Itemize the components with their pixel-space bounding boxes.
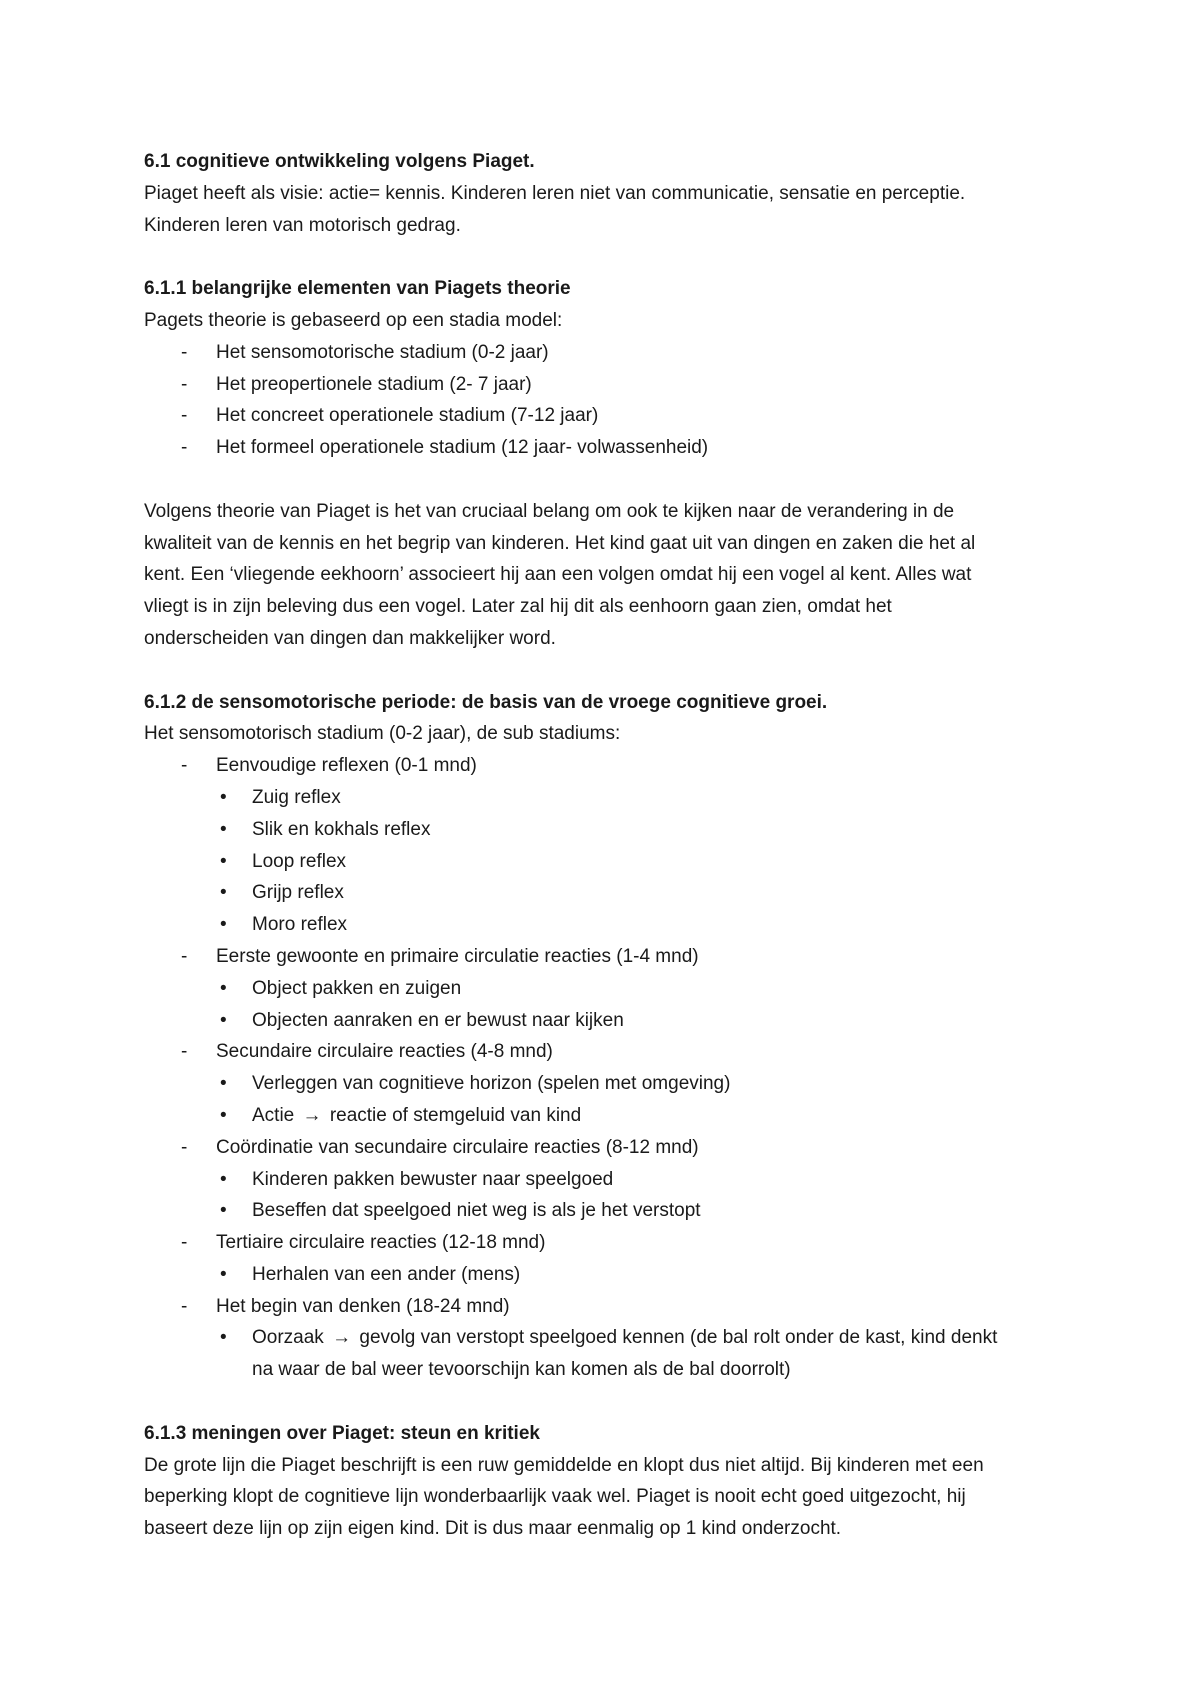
dash-marker: -	[181, 1041, 188, 1063]
bullet-marker: •	[220, 882, 227, 904]
substage-item	[144, 1036, 1064, 1068]
section-heading-6-1: 6.1 cognitieve ontwikkeling volgens Piaget.	[144, 151, 535, 172]
paragraph-line: beperking klopt de cognitieve lijn wonderbaarlijk vaak wel. Piaget is nooit echt goed uitgezocht, hij	[144, 1486, 966, 1508]
substage-item	[144, 1227, 1064, 1259]
substage-label: Tertiaire circulaire reacties (12-18 mnd)	[216, 1232, 546, 1254]
dash-marker: -	[181, 341, 188, 363]
bullet-marker: •	[220, 1263, 227, 1285]
dash-marker: -	[181, 945, 188, 967]
bullet-text: Herhalen van een ander (mens)	[252, 1263, 521, 1285]
bullet-text: gevolg van verstopt speelgoed kennen (de bal rolt onder de kast, kind denkt	[359, 1327, 998, 1349]
dash-marker: -	[181, 1136, 188, 1158]
dash-marker: -	[181, 405, 188, 427]
bullet-marker: •	[220, 914, 227, 936]
bullet-item	[144, 1195, 1064, 1227]
section-heading-6-1-2: 6.1.2 de sensomotorische periode: de basis van de vroege cognitieve groei.	[144, 691, 828, 713]
substage-label: Eenvoudige reflexen (0-1 mnd)	[216, 755, 477, 777]
section-heading-6-1-3: 6.1.3 meningen over Piaget: steun en kritiek	[144, 1422, 540, 1444]
bullet-continuation: na waar de bal weer tevoorschijn kan komen als de bal doorrolt)	[252, 1359, 791, 1381]
stage-list-item	[144, 369, 1064, 401]
substage-item	[144, 1132, 1064, 1164]
paragraph-line: onderscheiden van dingen dan makkelijker word.	[144, 627, 556, 649]
bullet-marker: •	[220, 1073, 227, 1095]
substage-item	[144, 941, 1064, 973]
arrow-right-icon: →	[332, 1327, 352, 1349]
paragraph-line: Het sensomotorisch stadium (0-2 jaar), de sub stadiums:	[144, 723, 621, 745]
bullet-text: Objecten aanraken en er bewust naar kijken	[252, 1009, 624, 1031]
paragraph-line: Pagets theorie is gebaseerd op een stadia model:	[144, 309, 563, 331]
bullet-marker: •	[220, 1009, 227, 1031]
stage-label: Het concreet operationele stadium (7-12 jaar)	[216, 405, 599, 427]
substage-label: Eerste gewoonte en primaire circulatie reacties (1-4 mnd)	[216, 945, 699, 967]
bullet-item	[144, 973, 1064, 1005]
bullet-marker: •	[220, 1104, 227, 1126]
bullet-item	[144, 814, 1064, 846]
bullet-marker: •	[220, 1327, 227, 1349]
bullet-text: Verleggen van cognitieve horizon (spelen met omgeving)	[252, 1073, 731, 1095]
bullet-marker: •	[220, 786, 227, 808]
bullet-text: Actie	[252, 1104, 295, 1126]
paragraph-line: Piaget heeft als visie: actie= kennis. Kinderen leren niet van communicatie, sensatie en perceptie.	[144, 182, 966, 204]
paragraph-line: kent. Een ‘vliegende eekhoorn’ associeert hij aan een volgen omdat hij een vogel al kent. Alles wat	[144, 564, 972, 586]
bullet-text: reactie of stemgeluid van kind	[329, 1104, 582, 1126]
dash-marker: -	[181, 437, 188, 459]
stage-label: Het sensomotorische stadium (0-2 jaar)	[216, 341, 549, 363]
bullet-text: Oorzaak	[252, 1327, 324, 1349]
bullet-item	[144, 1164, 1064, 1196]
bullet-text: Zuig reflex	[252, 786, 341, 808]
bullet-marker: •	[220, 850, 227, 872]
bullet-text: Kinderen pakken bewuster naar speelgoed	[252, 1168, 614, 1190]
bullet-item	[144, 1005, 1064, 1037]
stage-list-item	[144, 432, 1064, 464]
dash-marker: -	[181, 373, 188, 395]
bullet-text: Beseffen dat speelgoed niet weg is als je het verstopt	[252, 1200, 701, 1222]
stage-label: Het formeel operationele stadium (12 jaar- volwassenheid)	[216, 437, 709, 459]
paragraph-line: baseert deze lijn op zijn eigen kind. Dit is dus maar eenmalig op 1 kind onderzocht.	[144, 1518, 842, 1540]
bullet-marker: •	[220, 1168, 227, 1190]
stage-list-item	[144, 400, 1064, 432]
bullet-text: Slik en kokhals reflex	[252, 818, 431, 840]
document-page	[144, 146, 1064, 1545]
bullet-text: Moro reflex	[252, 914, 348, 936]
substage-item	[144, 1291, 1064, 1323]
substage-label: Coördinatie van secundaire circulaire reacties (8-12 mnd)	[216, 1136, 699, 1158]
bullet-item	[144, 877, 1064, 909]
dash-marker: -	[181, 755, 188, 777]
paragraph-line: kwaliteit van de kennis en het begrip van kinderen. Het kind gaat uit van dingen en zaken die het al	[144, 532, 976, 554]
paragraph-line: vliegt is in zijn beleving dus een vogel. Later zal hij dit als eenhoorn gaan zien, omdat het	[144, 596, 892, 618]
paragraph-line: Volgens theorie van Piaget is het van cruciaal belang om ook te kijken naar de verandering in de	[144, 500, 955, 522]
bullet-marker: •	[220, 1200, 227, 1222]
bullet-item	[144, 782, 1064, 814]
bullet-item	[144, 846, 1064, 878]
paragraph-line: De grote lijn die Piaget beschrijft is een ruw gemiddelde en klopt dus niet altijd. Bij kinderen met een	[144, 1454, 984, 1476]
substage-item	[144, 750, 1064, 782]
bullet-item	[144, 1322, 1064, 1354]
paragraph-line: Kinderen leren van motorisch gedrag.	[144, 214, 461, 236]
bullet-marker: •	[220, 977, 227, 999]
bullet-text: Grijp reflex	[252, 882, 344, 904]
bullet-marker: •	[220, 818, 227, 840]
dash-marker: -	[181, 1232, 188, 1254]
bullet-item	[144, 1259, 1064, 1291]
stage-list-item	[144, 337, 1064, 369]
bullet-item	[144, 1100, 1064, 1132]
substage-label: Secundaire circulaire reacties (4-8 mnd)	[216, 1041, 553, 1063]
bullet-text: Object pakken en zuigen	[252, 977, 462, 999]
dash-marker: -	[181, 1295, 188, 1317]
bullet-item	[144, 909, 1064, 941]
stage-label: Het preopertionele stadium (2- 7 jaar)	[216, 373, 532, 395]
section-heading-6-1-1: 6.1.1 belangrijke elementen van Piagets theorie	[144, 278, 571, 300]
bullet-text: Loop reflex	[252, 850, 347, 872]
bullet-item	[144, 1068, 1064, 1100]
arrow-right-icon: →	[302, 1104, 322, 1126]
substage-label: Het begin van denken (18-24 mnd)	[216, 1295, 510, 1317]
